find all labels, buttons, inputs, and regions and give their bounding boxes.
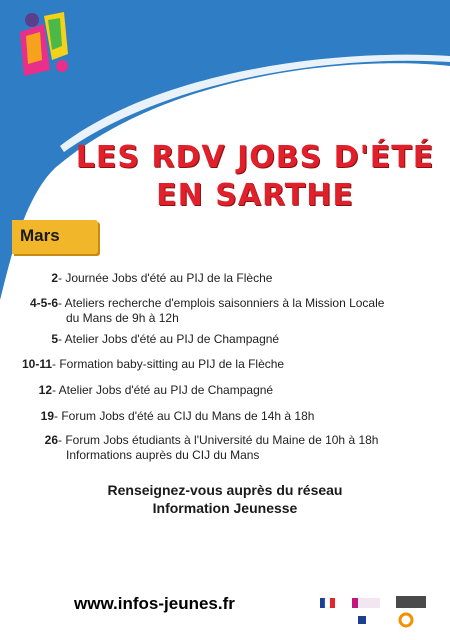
footer-line2: Information Jeunesse (152, 500, 298, 516)
event-day: 4-5-6 (29, 296, 58, 310)
event-text: - Ateliers recherche d'emplois saisonniers à la Mission Locale (58, 296, 385, 310)
event-text-line2: Informations auprès du CIJ du Mans (66, 448, 260, 462)
marianne-logo (358, 614, 382, 626)
orange-ring-logo (400, 614, 412, 626)
partner-logos (318, 594, 430, 630)
event-text: - Atelier Jobs d'été au PIJ de Champagné (52, 383, 274, 397)
event-item (40, 409, 315, 424)
event-item (21, 357, 285, 372)
pays-de-la-loire-logo (352, 598, 380, 608)
event-text-line2: du Mans de 9h à 12h (66, 311, 179, 325)
event-day: 19 (40, 409, 54, 423)
page-title-line2: EN SARTHE (156, 178, 354, 213)
event-item (51, 332, 280, 347)
page-title-line1: LES RDV JOBS D'ÉTÉ (75, 140, 435, 175)
information-jeunesse-logo (14, 10, 76, 80)
event-text: - Forum Jobs étudiants à l'Université du Maine de 10h à 18h (58, 433, 379, 447)
month-label: Mars (20, 226, 60, 245)
event-text: - Forum Jobs d'été au CIJ du Mans de 14h à 18h (54, 409, 315, 423)
sarthe-logo (396, 596, 426, 608)
republique-francaise-logo (318, 596, 338, 612)
footer-line1: Renseignez-vous auprès du réseau (107, 482, 343, 498)
event-text: - Atelier Jobs d'été au PIJ de Champagné (58, 332, 280, 346)
event-day: 5 (51, 332, 58, 346)
event-day: 2 (51, 271, 58, 285)
event-text: - Formation baby-sitting au PIJ de la Flèche (52, 357, 285, 371)
event-day: 10-11 (21, 357, 52, 371)
event-day: 26 (44, 433, 58, 447)
event-item (29, 296, 385, 326)
event-text: - Journée Jobs d'été au PIJ de la Flèche (58, 271, 273, 285)
event-item (51, 271, 273, 286)
event-item (44, 433, 379, 463)
event-item (38, 383, 274, 398)
event-day: 12 (38, 383, 52, 397)
infos-jeunes-logo: www.infos-jeunes.fr (74, 594, 235, 613)
